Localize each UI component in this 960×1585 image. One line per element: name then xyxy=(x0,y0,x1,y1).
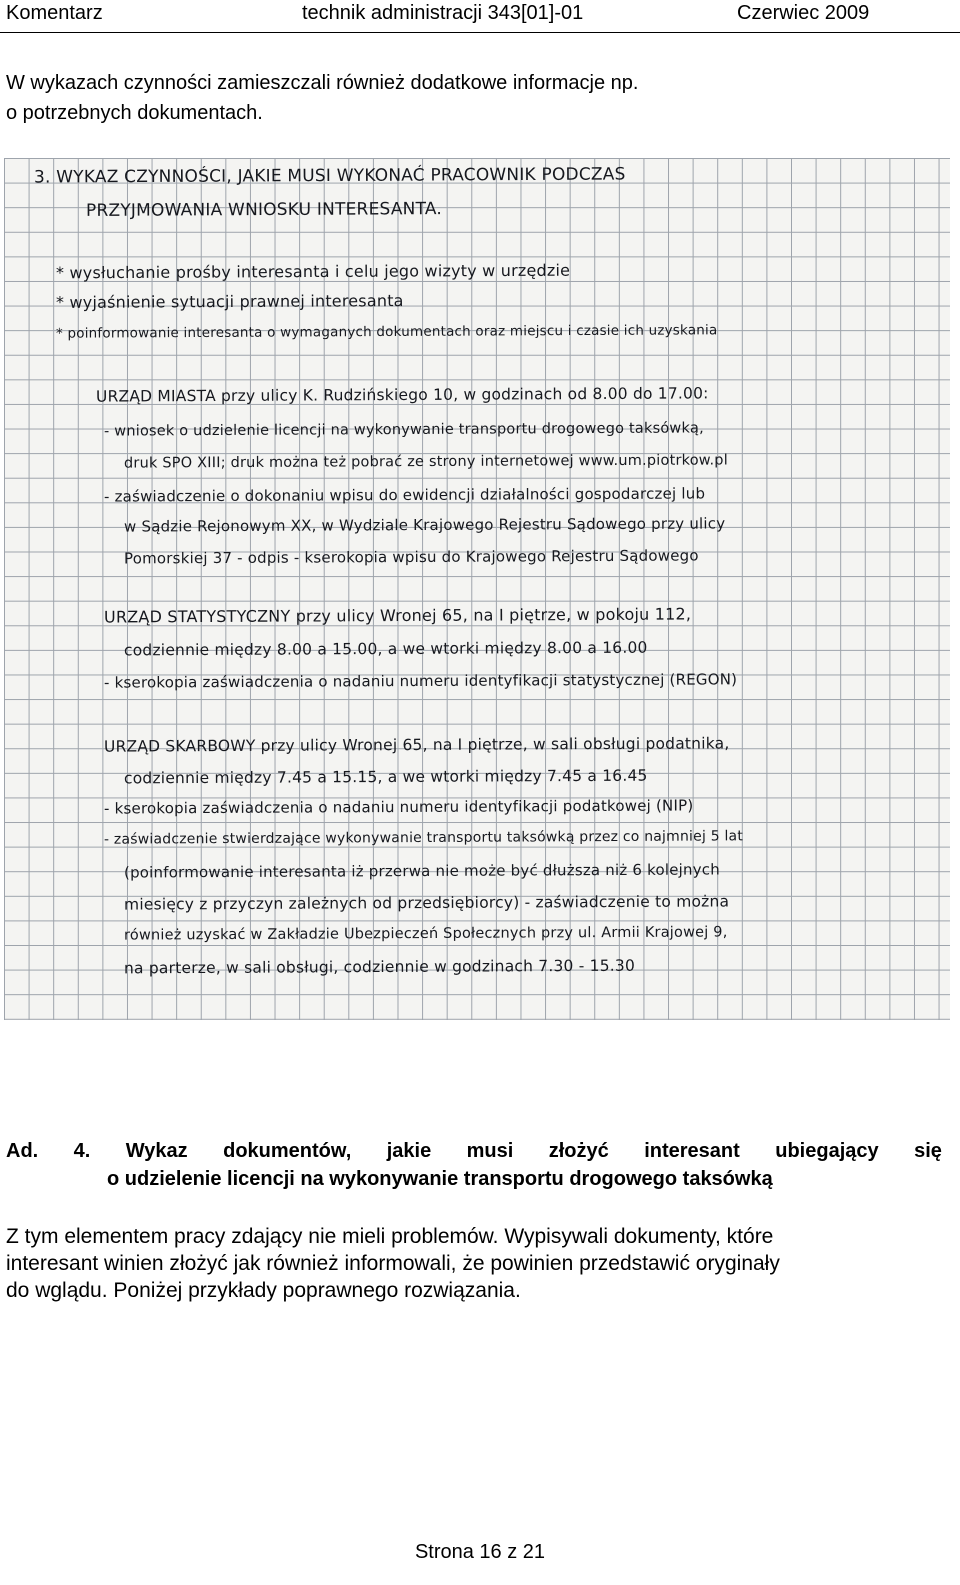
heading-word: jakie xyxy=(386,1140,432,1162)
scan-line: również uzyskać w Zakładzie Ubezpieczeń Społecznych przy ul. Armii Krajowej 9, xyxy=(123,924,728,944)
scan-line: 3. WYKAZ CZYNNOŚCI, JAKIE MUSI WYKONAĆ PRACOWNIK PODCZAS xyxy=(33,164,626,188)
commentary-paragraph xyxy=(6,1223,942,1304)
scan-line: PRZYJMOWANIA WNIOSKU INTERESANTA. xyxy=(85,199,443,221)
scan-line: codziennie między 7.45 a 15.15, a we wtorki między 7.45 a 16.45 xyxy=(123,766,648,788)
paragraph-line: interesant winien złożyć jak również informowali, że powinien przedstawić oryginały xyxy=(6,1252,780,1275)
header-divider xyxy=(0,32,960,33)
scan-line: miesięcy z przyczyn zależnych od przedsiębiorcy) - zaświadczenie to można xyxy=(123,892,730,914)
scan-line: * poinformowanie interesanta o wymaganych dokumentach oraz miejscu i czasie ich uzyskania xyxy=(55,322,718,342)
intro-line: o potrzebnych dokumentach. xyxy=(6,102,263,124)
paragraph-line: do wglądu. Poniżej przykłady poprawnego rozwiązania. xyxy=(6,1279,521,1302)
scan-line: URZĄD MIASTA przy ulicy K. Rudzińskiego 10, w godzinach od 8.00 do 17.00: xyxy=(95,384,709,406)
heading-word: złożyć xyxy=(548,1140,609,1162)
heading-word: musi xyxy=(466,1140,514,1162)
header-document-type: Komentarz xyxy=(6,2,103,24)
header-exam-code: technik administracji 343[01]-01 xyxy=(302,2,584,24)
scan-line: - zaświadczenie o dokonaniu wpisu do ewidencji działalności gospodarczej lub xyxy=(103,484,706,506)
scan-line: druk SPO XIII; druk można też pobrać ze strony internetowej www.um.piotrkow.pl xyxy=(123,452,728,472)
section-heading-line-1 xyxy=(6,1137,942,1165)
scan-line: * wyjaśnienie sytuacji prawnej interesanta xyxy=(55,291,404,312)
scan-line: w Sądzie Rejonowym XX, w Wydziale Krajowego Rejestru Sądowego przy ulicy xyxy=(123,514,726,536)
scan-line: - zaświadczenie stwierdzające wykonywanie transportu taksówką przez co najmniej 5 lat xyxy=(103,828,744,848)
paragraph-line: Z tym elementem pracy zdający nie mieli problemów. Wypisywali dokumenty, które xyxy=(6,1225,774,1248)
page-number: Strona 16 z 21 xyxy=(414,1541,546,1563)
header-exam-date: Czerwiec 2009 xyxy=(737,2,870,24)
scan-line: Pomorskiej 37 - odpis - kserokopia wpisu do Krajowego Rejestru Sądowego xyxy=(123,546,699,568)
heading-word: 4. xyxy=(73,1140,91,1162)
heading-word: interesant xyxy=(644,1140,740,1162)
scan-line: - kserokopia zaświadczenia o nadaniu numeru identyfikacji podatkowej (NIP) xyxy=(103,796,694,818)
scan-line: URZĄD SKARBOWY przy ulicy Wronej 65, na I piętrze, w sali obsługi podatnika, xyxy=(103,734,730,756)
scan-line: - kserokopia zaświadczenia o nadaniu numeru identyfikacji statystycznej (REGON) xyxy=(103,670,738,692)
heading-word: Ad. xyxy=(6,1140,39,1162)
scan-line: na parterze, w sali obsługi, codziennie w godzinach 7.30 - 15.30 xyxy=(123,956,636,978)
handwritten-answer-scan xyxy=(4,158,950,1020)
heading-word: się xyxy=(914,1140,942,1162)
intro-line: W wykazach czynności zamieszczali również dodatkowe informacje np. xyxy=(6,72,639,94)
heading-word: Wykaz xyxy=(125,1140,188,1162)
page-header xyxy=(0,0,960,30)
heading-word: dokumentów, xyxy=(223,1140,352,1162)
section-heading xyxy=(6,1137,942,1193)
scan-line: (poinformowanie interesanta iż przerwa nie może być dłuższa niż 6 kolejnych xyxy=(123,860,720,882)
section-heading-line-2: o udzielenie licencji na wykonywanie transportu drogowego taksówką xyxy=(107,1168,773,1190)
scan-line: URZĄD STATYSTYCZNY przy ulicy Wronej 65, na I piętrze, w pokoju 112, xyxy=(103,604,692,627)
heading-word: ubiegający xyxy=(775,1140,879,1162)
intro-paragraph xyxy=(6,68,936,128)
scan-line: codziennie między 8.00 a 15.00, a we wtorki między 8.00 a 16.00 xyxy=(123,638,648,660)
scan-line: - wniosek o udzielenie licencji na wykonywanie transportu drogowego taksówką, xyxy=(103,420,704,440)
scan-line: * wysłuchanie prośby interesanta i celu jego wizyty w urzędzie xyxy=(55,260,571,283)
